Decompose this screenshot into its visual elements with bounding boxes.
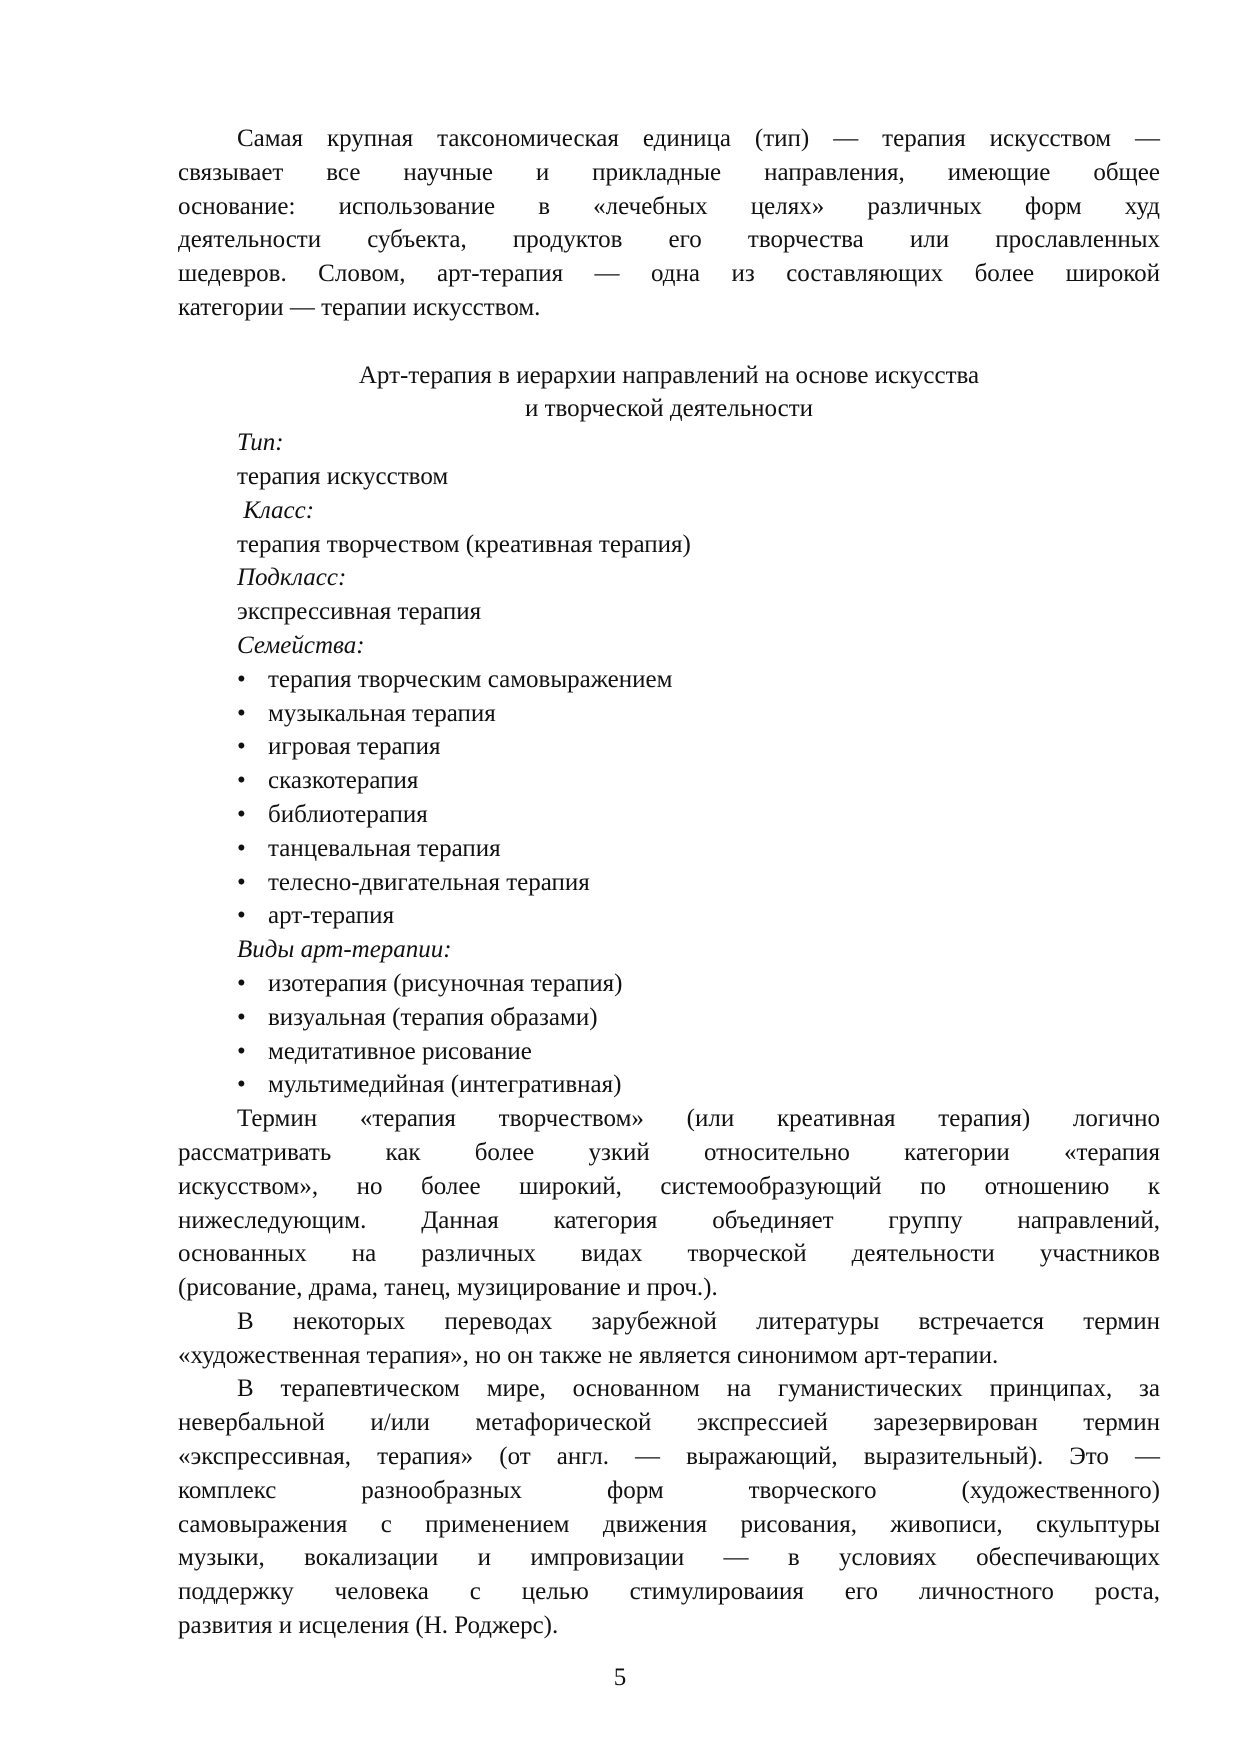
paragraph-line: связывает все научные и прикладные направления, имеющие общее <box>178 158 1160 186</box>
paragraph-line: В некоторых переводах зарубежной литературы встречается термин <box>237 1307 1160 1335</box>
bullet-icon: • <box>237 1037 246 1065</box>
paragraph-line: основание: использование в «лечебных целях» различных форм худ <box>178 192 1160 220</box>
list-item-text: танцевальная терапия <box>268 834 501 862</box>
type-value: терапия искусством <box>237 462 449 490</box>
document-page <box>178 122 1160 1643</box>
list-item <box>178 1035 1160 1069</box>
bullet-icon: • <box>237 969 246 997</box>
type-label: Тип: <box>237 429 284 457</box>
list-item-text: игровая терапия <box>268 733 441 761</box>
bullet-icon: • <box>237 1003 246 1031</box>
list-item <box>178 663 1160 697</box>
paragraph-line: категории — терапии искусством. <box>178 293 541 321</box>
paragraph-line: основанных на различных видах творческой деятельности участников <box>178 1240 1160 1268</box>
list-item-text: мультимедийная (интегративная) <box>268 1071 622 1099</box>
list-item <box>178 764 1160 798</box>
class-label: Класс: <box>237 496 315 524</box>
paragraph-line: развития и исцеления (Н. Роджерс). <box>178 1612 559 1640</box>
kinds-label: Виды арт-терапии: <box>237 936 452 964</box>
bullet-icon: • <box>237 902 246 930</box>
bullet-icon: • <box>237 733 246 761</box>
list-item-text: терапия творческим самовыражением <box>268 665 673 693</box>
bullet-icon: • <box>237 665 246 693</box>
paragraph-line: В терапевтическом мире, основанном на гуманистических принципах, за <box>237 1375 1160 1403</box>
spacer <box>178 325 1160 359</box>
paragraph-line: нижеследующим. Данная категория объединяет группу направлений, <box>178 1206 1160 1234</box>
paragraph-line: музыки, вокализации и импровизации — в условиях обеспечивающих <box>178 1544 1160 1572</box>
list-item <box>178 866 1160 900</box>
families-label: Семейства: <box>237 631 365 659</box>
paragraph-line: «художественная терапия», но он также не является синонимом арт-терапии. <box>178 1341 999 1369</box>
list-item <box>178 899 1160 933</box>
paragraph-line: искусством», но более широкий, системообразующий по отношению к <box>178 1172 1160 1200</box>
list-item-text: визуальная (терапия образами) <box>268 1003 598 1031</box>
bullet-icon: • <box>237 1071 246 1099</box>
list-item <box>178 798 1160 832</box>
paragraph-line: поддержку человека с целью стимулироваиия его личностного роста, <box>178 1578 1160 1606</box>
list-item-text: сказкотерапия <box>268 767 419 795</box>
bullet-icon: • <box>237 834 246 862</box>
section-heading: Арт-терапия в иерархии направлений на основе искусства <box>358 361 980 389</box>
list-item-text: телесно-двигательная терапия <box>268 868 590 896</box>
list-item <box>178 730 1160 764</box>
subclass-label: Подкласс: <box>237 564 347 592</box>
class-value: терапия творчеством (креативная терапия) <box>237 530 691 558</box>
paragraph-line: самовыражения с применением движения рисования, живописи, скульптуры <box>178 1510 1160 1538</box>
list-item-text: изотерапия (рисуночная терапия) <box>268 969 623 997</box>
section-heading: и творческой деятельности <box>524 395 814 423</box>
bullet-icon: • <box>237 699 246 727</box>
bullet-icon: • <box>237 767 246 795</box>
list-item-text: музыкальная терапия <box>268 699 496 727</box>
list-item-text: медитативное рисование <box>268 1037 532 1065</box>
list-item <box>178 832 1160 866</box>
subclass-value: экспрессивная терапия <box>237 598 482 626</box>
page-number: 5 <box>613 1664 627 1691</box>
bullet-icon: • <box>237 868 246 896</box>
list-item <box>178 1068 1160 1102</box>
list-item <box>178 967 1160 1001</box>
list-item-text: библиотерапия <box>268 800 428 828</box>
list-item <box>178 697 1160 731</box>
paragraph-line: Самая крупная таксономическая единица (тип) — терапия искусством — <box>237 125 1160 152</box>
bullet-icon: • <box>237 800 246 828</box>
paragraph-line: комплекс разнообразных форм творческого (художественного) <box>178 1476 1160 1504</box>
paragraph-line: Термин «терапия творчеством» (или креативная терапия) логично <box>237 1105 1160 1133</box>
list-item <box>178 1001 1160 1035</box>
paragraph-line: рассматривать как более узкий относительно категории «терапия <box>178 1138 1160 1166</box>
paragraph-line: невербальной и/или метафорической экспрессией зарезервирован термин <box>178 1409 1160 1437</box>
paragraph-line: «экспрессивная, терапия» (от англ. — выражающий, выразительный). Это — <box>178 1443 1160 1471</box>
paragraph-line: деятельности субъекта, продуктов его творчества или прославленных <box>178 226 1160 254</box>
paragraph-line: (рисование, драма, танец, музицирование и проч.). <box>178 1274 718 1302</box>
list-item-text: арт-терапия <box>268 902 395 930</box>
paragraph-line: шедевров. Словом, арт-терапия — одна из составляющих более широкой <box>178 260 1160 288</box>
